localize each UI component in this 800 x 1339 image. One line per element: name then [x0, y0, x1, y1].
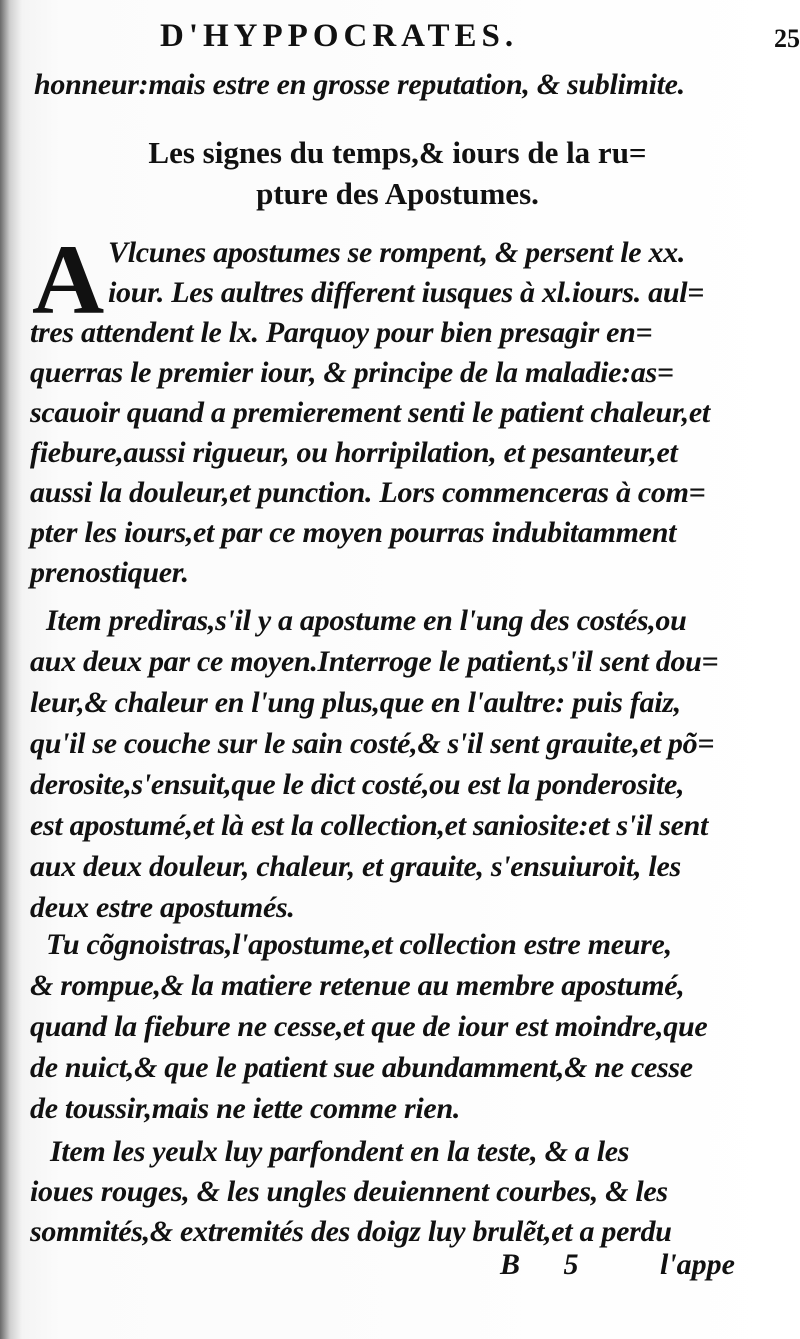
paragraph-3-line: de toussir,mais ne iette comme rien. [30, 1092, 461, 1125]
paragraph-3-line: Tu cõgnoistras,l'apostume,et collection estre meure, [46, 928, 672, 961]
paragraph-1-line: fiebure,aussi rigueur, ou horripilation, et pesanteur,et [30, 436, 678, 469]
paragraph-2-line: qu'il se couche sur le sain costé,& s'il sent grauite,et põ= [30, 727, 715, 760]
paragraph-4-line: Item les yeulx luy parfondent en la teste, & a les [50, 1135, 630, 1168]
paragraph-1-line: tres attendent le lx. Parquoy pour bien presagir en= [30, 316, 653, 349]
paragraph-1-line: Vlcunes apostumes se rompent, & persent le xx. [108, 236, 686, 269]
paragraph-4-line: sommités,& extremités des doigz luy brulẽt,et a perdu [30, 1215, 672, 1248]
page-header [30, 18, 800, 58]
folio-number: 25 [774, 24, 800, 53]
paragraph-2-line: deux estre apostumés. [30, 891, 295, 924]
paragraph-3-line: quand la fiebure ne cesse,et que de iour est moindre,que [30, 1010, 708, 1043]
paragraph-2-line: leur,& chaleur en l'ung plus,que en l'aultre: puis faiz, [30, 686, 681, 719]
paragraph-3-line: de nuict,& que le patient sue abundamment,& ne cesse [30, 1051, 693, 1084]
paragraph-2-line: aux deux douleur, chaleur, et grauite, s'ensuiuroit, les [30, 850, 681, 883]
paragraph-1-line: pter les iours,et par ce moyen pourras indubitamment [30, 516, 677, 549]
drop-cap: A [32, 224, 105, 335]
section-title-line-1: Les signes du temps,& iours de la ru= [148, 135, 647, 170]
paragraph-2-line: derosite,s'ensuit,que le dict costé,ou est la ponderosite, [30, 768, 685, 801]
catchword: l'appe [660, 1248, 735, 1281]
paragraph-4-line: ioues rouges, & les ungles deuiennent courbes, & les [30, 1175, 668, 1208]
paragraph-1-line: aussi la douleur,et punction. Lors commenceras à com= [30, 476, 706, 509]
paragraph-3-line: & rompue,& la matiere retenue au membre apostumé, [30, 969, 685, 1002]
paragraph-1-line: prenostiquer. [30, 556, 189, 589]
text-line: honneur:mais estre en grosse reputation, & sublimite. [34, 68, 685, 101]
section-title-line-2: pture des Apostumes. [256, 176, 539, 211]
running-head: D'HYPPOCRATES. [160, 18, 519, 54]
paragraph-1-line: iour. Les aultres different iusques à xl.iours. aul= [108, 276, 705, 309]
paragraph-1-line: querras le premier iour, & principe de la maladie:as= [30, 356, 674, 389]
paragraph-1-line: scauoir quand a premierement senti le patient chaleur,et [30, 396, 710, 429]
signature-mark: B 5 [500, 1248, 597, 1281]
paragraph-2-line: est apostumé,et là est la collection,et saniosite:et s'il sent [30, 809, 709, 842]
paragraph-2-line: Item prediras,s'il y a apostume en l'ung des costés,ou [46, 604, 687, 637]
paragraph-2-line: aux deux par ce moyen.Interroge le patient,s'il sent dou= [30, 645, 719, 678]
